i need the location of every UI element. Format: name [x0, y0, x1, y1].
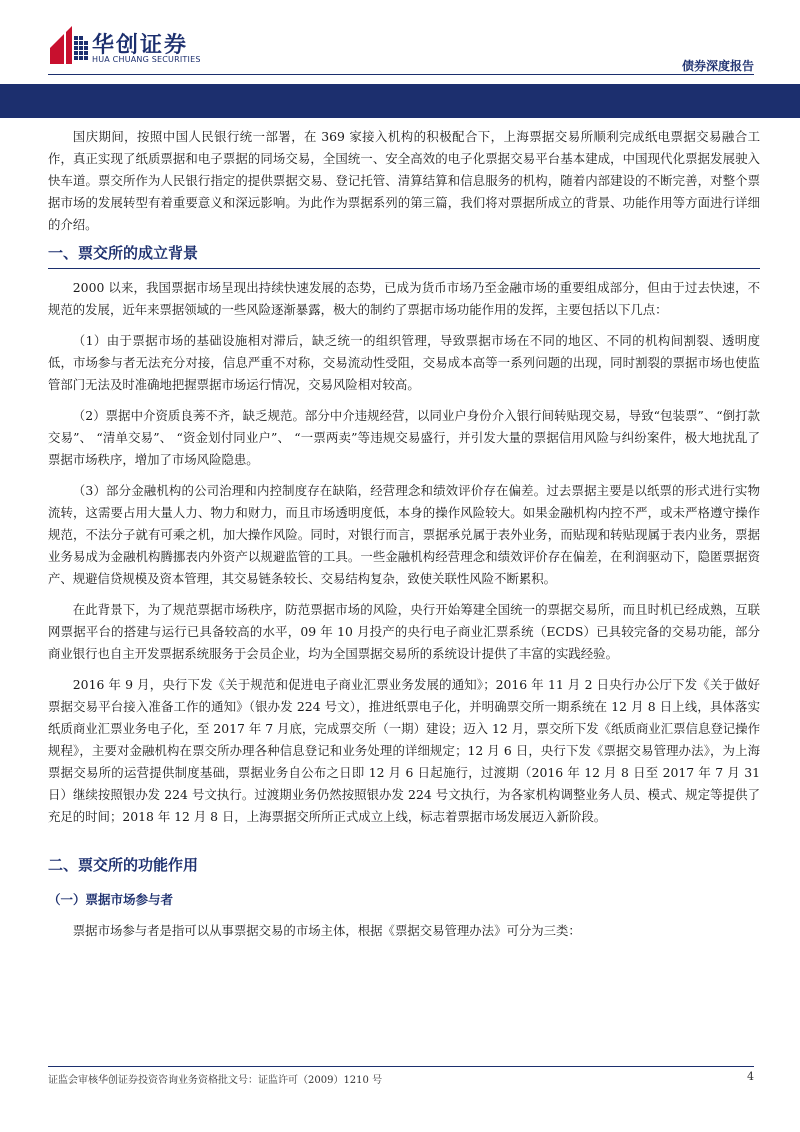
page-header: [0, 0, 800, 118]
header-divider: [48, 74, 754, 75]
section-1-paragraph-3: （2）票据中介资质良莠不齐，缺乏规范。部分中介违规经营，以同业户身份介入银行间转贴现交易，导致“包装票”、“倒打款交易”、 “清单交易”、 “资金划付同业户”、 “一票两卖”等违规交易盛行，并引发大量的票据信用风险与纠纷案件，极大地扰乱了票据市场秩序，增加了市场风险隐患。: [48, 408, 760, 467]
report-type-label: 债券深度报告: [681, 59, 754, 73]
section-1-paragraph-5: 在此背景下，为了规范票据市场秩序，防范票据市场的风险，央行开始筹建全国统一的票据交易所，而且时机已经成熟，互联网票据平台的搭建与运行已具备较高的水平，09 年 10 月投产的央行电子商业汇票系统（ECDS）已具较完备的交易功能，部分商业银行也自主开发票据系统服务于会员企业，均为全国票据交易所的系统设计提供了丰富的实践经验。: [48, 602, 760, 661]
document-body: [48, 126, 760, 942]
page-number: 4: [747, 1070, 754, 1083]
section-1-paragraph-2: （1）由于票据市场的基础设施相对滞后，缺乏统一的组织管理，导致票据市场在不同的地区、不同的机构间割裂、透明度低，市场参与者无法充分对接，信息严重不对称，交易流动性受阻，交易成本高等一系列问题的出现，同时割裂的票据市场也使监管部门无法及时准确地把握票据市场运行情况，交易风险相对较高。: [48, 333, 760, 392]
company-logo: [48, 26, 208, 70]
footer-divider: [48, 1066, 754, 1067]
logo-english-name: HUA CHUANG SECURITIES: [92, 55, 201, 64]
intro-paragraph: 国庆期间，按照中国人民银行统一部署，在 369 家接入机构的积极配合下，上海票据交易所顺利完成纸电票据交易融合工作，真正实现了纸质票据和电子票据的同场交易，全国统一、安全高效的电子化票据交易平台基本建成，中国现代化票据发展驶入快车道。票交所作为人民银行指定的提供票据交易、登记托管、清算结算和信息服务的机构，随着内部建设的不断完善，对整个票据市场的发展转型有着重要意义和深远影响。为此作为票据系列的第三篇，我们将对票据所成立的背景、功能作用等方面进行详细的介绍。: [48, 129, 760, 232]
section-2-paragraph-1: 票据市场参与者是指可以从事票据交易的市场主体，根据《票据交易管理办法》可分为三类：: [72, 923, 581, 938]
section-1-title: 一、票交所的成立背景: [48, 244, 199, 262]
logo-emblem-icon: [48, 26, 88, 66]
section-1-paragraph-4: （3）部分金融机构的公司治理和内控制度存在缺陷，经营理念和绩效评价存在偏差。过去票据主要是以纸票的形式进行实物流转，这需要占用大量人力、物力和财力，而且市场透明度低，本身的操作风险较大。如果金融机构内控不严，或未严格遵守操作规范，不法分子就有可乘之机，加大操作风险。同时，对银行而言，票据承兑属于表外业务，而贴现和转贴现属于表内业务，票据业务易成为金融机构腾挪表内外资产以规避监管的工具。一些金融机构经营理念和绩效评价存在偏差，在利润驱动下，隐匿票据资产、规避信贷规模及资本管理，其交易链条较长、交易结构复杂，致使关联性风险不断累积。: [48, 483, 760, 586]
logo-chinese-name: 华创证券: [92, 33, 189, 58]
section-1-paragraph-6: 2016 年 9 月，央行下发《关于规范和促进电子商业汇票业务发展的通知》；2016 年 11 月 2 日央行办公厅下发《关于做好票据交易平台接入准备工作的通知》（银办发 224 号文），推进纸票电子化，并明确票交所一期系统在 12 月 8 日上线，具体落实纸质商业汇票业务电子化，至 2017 年 7 月底，完成票交所（一期）建设；迈入 12 月，票交所下发《纸质商业汇票信息登记操作规程》，主要对金融机构在票交所办理各种信息登记和业务处理的详细规定；12 月 6 日，央行下发《票据交易管理办法》，为上海票据交易所的运营提供制度基础，票据业务自公布之日即 12 月 6 日起施行，过渡期（2016 年 12 月 8 日至 2017 年 7 月 31 日）继续按照银办发 224 号文执行。过渡期业务仍然按照银办发 224 号文执行，为各家机构调整业务人员、模式、规定等提供了充足的时间；2018 年 12 月 8 日，上海票据交所所正式成立上线，标志着票据市场发展迈入新阶段。: [48, 677, 760, 824]
section-2-subtitle: （一）票据市场参与者: [48, 892, 174, 907]
footer-license-text: 证监会审核华创证券投资咨询业务资格批文号：证监许可（2009）1210 号: [48, 1075, 383, 1086]
section-1-paragraph-1: 2000 以来，我国票据市场呈现出持续快速发展的态势，已成为货币市场乃至金融市场的重要组成部分，但由于过去快速，不规范的发展，近年来票据领域的一些风险逐渐暴露，极大的制约了票据市场功能作用的发挥，主要包括以下几点：: [48, 280, 760, 317]
section-2-title: 二、票交所的功能作用: [48, 856, 199, 874]
header-band: [0, 84, 800, 118]
